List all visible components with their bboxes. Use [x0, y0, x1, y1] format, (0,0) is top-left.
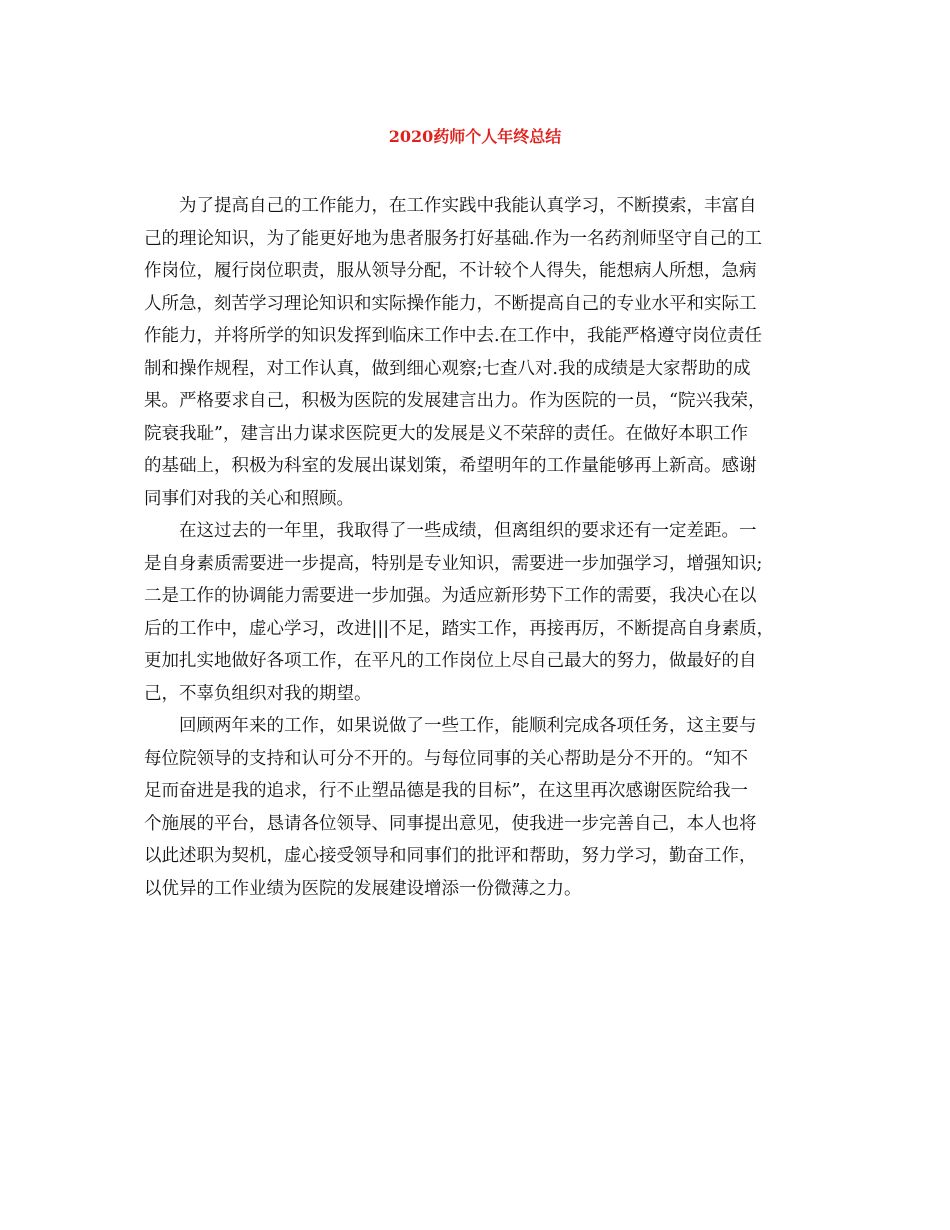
paragraph-1: [144, 190, 816, 515]
text-line: 院衰我耻”，建言出力谋求医院更大的发展是义不荣辞的责任。在做好本职工作: [144, 423, 748, 444]
text-line: 为了提高自己的工作能力，在工作实践中我能认真学习，不断摸索，丰富自: [179, 196, 757, 216]
document-body: [144, 190, 816, 905]
text-line: 后的工作中，虚心学习，改进|||不足，踏实工作，再接再厉，不断提高自身素质，: [144, 618, 775, 639]
text-line: 以此述职为契机，虚心接受领导和同事们的批评和帮助，努力学习，勤奋工作，: [144, 846, 757, 866]
text-line: 更加扎实地做好各项工作，在平凡的工作岗位上尽自己最大的努力，做最好的自: [144, 651, 757, 671]
text-line: 人所急，刻苦学习理论知识和实际操作能力，不断提高自己的专业水平和实际工: [144, 293, 757, 314]
text-line: 是自身素质需要进一步提高，特别是专业知识，需要进一步加强学习，增强知识;: [144, 553, 763, 574]
text-line: 作岗位，履行岗位职责，服从领导分配，不计较个人得失，能想病人所想，急病: [144, 261, 757, 281]
text-line: 作能力，并将所学的知识发挥到临床工作中去.在工作中，我能严格遵守岗位责任: [144, 326, 763, 346]
text-line: 每位院领导的支持和认可分不开的。与每位同事的关心帮助是分不开的。“知不: [144, 748, 748, 769]
text-line: 制和操作规程，对工作认真，做到细心观察;七查八对.我的成绩是大家帮助的成: [144, 358, 751, 379]
text-line: 足而奋进是我的追求，行不止塑品德是我的目标”，在这里再次感谢医院给我一: [144, 781, 748, 801]
text-line: 己的理论知识，为了能更好地为患者服务打好基础.作为一名药剂师坚守自己的工: [144, 228, 763, 249]
text-line: 以优异的工作业绩为医院的发展建设增添一份微薄之力。: [144, 878, 582, 899]
text-line: 果。严格要求自己，积极为医院的发展建言出力。作为医院的一员，“院兴我荣，: [144, 391, 766, 411]
text-line: 回顾两年来的工作，如果说做了一些工作，能顺利完成各项任务，这主要与: [179, 716, 757, 736]
text-line: 己，不辜负组织对我的期望。: [144, 683, 372, 704]
text-line: 个施展的平台，恳请各位领导、同事提出意见，使我进一步完善自己，本人也将: [144, 813, 757, 834]
text-line: 的基础上，积极为科室的发展出谋划策，希望明年的工作量能够再上新高。感谢: [144, 456, 757, 476]
paragraph-2: [144, 515, 816, 710]
text-line: 在这过去的一年里，我取得了一些成绩，但离组织的要求还有一定差距。一: [179, 521, 757, 541]
text-line: 二是工作的协调能力需要进一步加强。为适应新形势下工作的需要，我决心在以: [144, 586, 757, 606]
paragraph-3: [144, 710, 816, 905]
text-line: 同事们对我的关心和照顾。: [144, 488, 354, 509]
document-title: 2020药师个人年终总结: [388, 127, 562, 146]
